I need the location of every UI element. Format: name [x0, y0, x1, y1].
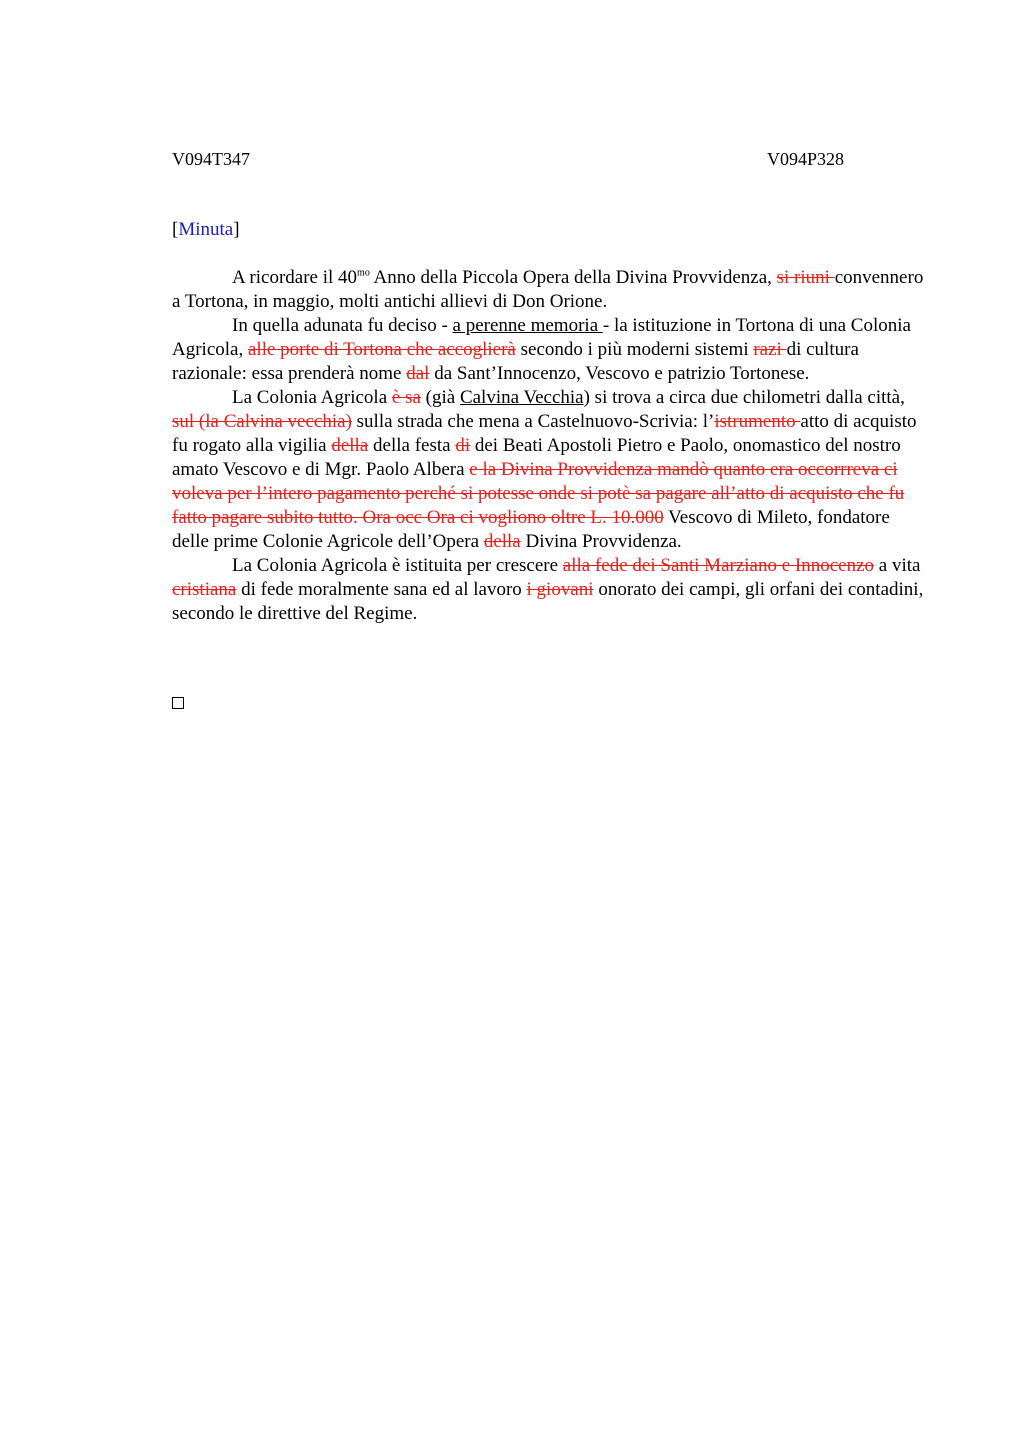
text-run: Anno della Piccola Opera della Divina Provvidenza, — [369, 267, 777, 288]
paragraph-3 — [172, 386, 924, 554]
paragraph-1 — [172, 266, 924, 314]
deleted-text: è sa — [391, 387, 421, 408]
text-run: (già — [420, 387, 460, 408]
text-run: Vescovo di Mileto, fondatore delle prime Colonie Agricole dell’Opera — [172, 507, 890, 552]
text-run: In quella adunata fu deciso - — [232, 315, 453, 336]
minuta-open-bracket: [ — [172, 219, 179, 240]
text-run: di cultura razionale: essa prenderà nome — [172, 339, 859, 384]
text-run: a vita — [874, 555, 921, 576]
deleted-text: della — [331, 435, 369, 456]
deleted-text: i giovani — [526, 579, 594, 600]
minuta-link[interactable]: Minuta — [178, 219, 234, 240]
paragraph-4 — [172, 554, 924, 626]
text-run: ) si trova a circa due chilometri dalla città, — [583, 387, 905, 408]
underlined-text: a perenne memoria — [452, 315, 603, 336]
minuta-label — [172, 219, 240, 241]
text-run: onorato dei campi, gli orfani dei contadini, secondo le direttive del Regime. — [172, 579, 924, 624]
text-run: atto di acquisto fu rogato alla vigilia — [172, 411, 917, 456]
deleted-text: si riuni — [776, 267, 835, 288]
text-run: La Colonia Agricola — [232, 387, 392, 408]
deleted-text: alla fede dei Santi Marziano e Innocenzo — [562, 555, 875, 576]
text-run: sulla strada che mena a Castelnuovo-Scrivia: l’ — [351, 411, 715, 432]
deleted-text: dal — [406, 363, 430, 384]
deleted-text: cristiana — [172, 579, 237, 600]
minuta-close-bracket: ] — [233, 219, 240, 240]
header-left-code: V094T347 — [172, 149, 250, 169]
text-run: della festa — [368, 435, 456, 456]
text-run: A ricordare il 40 — [232, 267, 358, 288]
text-run: Divina Provvidenza. — [520, 531, 682, 552]
text-run: dei Beati Apostoli Pietro e Paolo, onomastico del nostro amato Vescovo e di Mgr. Paolo Albera — [172, 435, 901, 480]
text-run: di fede moralmente sana ed al lavoro — [236, 579, 527, 600]
deleted-text: della — [483, 531, 521, 552]
superscript: mo — [357, 267, 370, 279]
text-run: convennero a Tortona, in maggio, molti antichi allievi di Don Orione. — [172, 267, 924, 312]
document-body — [172, 266, 924, 626]
text-run: da Sant’Innocenzo, Vescovo e patrizio Tortonese. — [429, 363, 810, 384]
text-run: - la istituzione in Tortona di una Colonia Agricola, — [172, 315, 911, 360]
deleted-text: istrumento — [714, 411, 801, 432]
deleted-text: razi — [753, 339, 787, 360]
empty-square-icon — [172, 697, 184, 709]
underlined-text: Calvina Vecchia — [459, 387, 584, 408]
deleted-text: di — [455, 435, 471, 456]
text-run: secondo i più moderni sistemi — [515, 339, 754, 360]
deleted-text: e la Divina Provvidenza mandò quanto era occorrreva ci voleva per l’intero pagamento perché si potesse onde si potè sa pagare all’atto di acquisto che fu fatto pagare subito tutto. Ora occ Ora ci vogliono oltre L. 10.000 — [172, 459, 905, 528]
deleted-text: alle porte di Tortona che accoglierà — [247, 339, 516, 360]
deleted-text: sul (la Calvina vecchia) — [172, 411, 352, 432]
paragraph-2 — [172, 314, 924, 386]
text-run: La Colonia Agricola è istituita per crescere — [232, 555, 563, 576]
header-right-code: V094P328 — [766, 149, 844, 169]
